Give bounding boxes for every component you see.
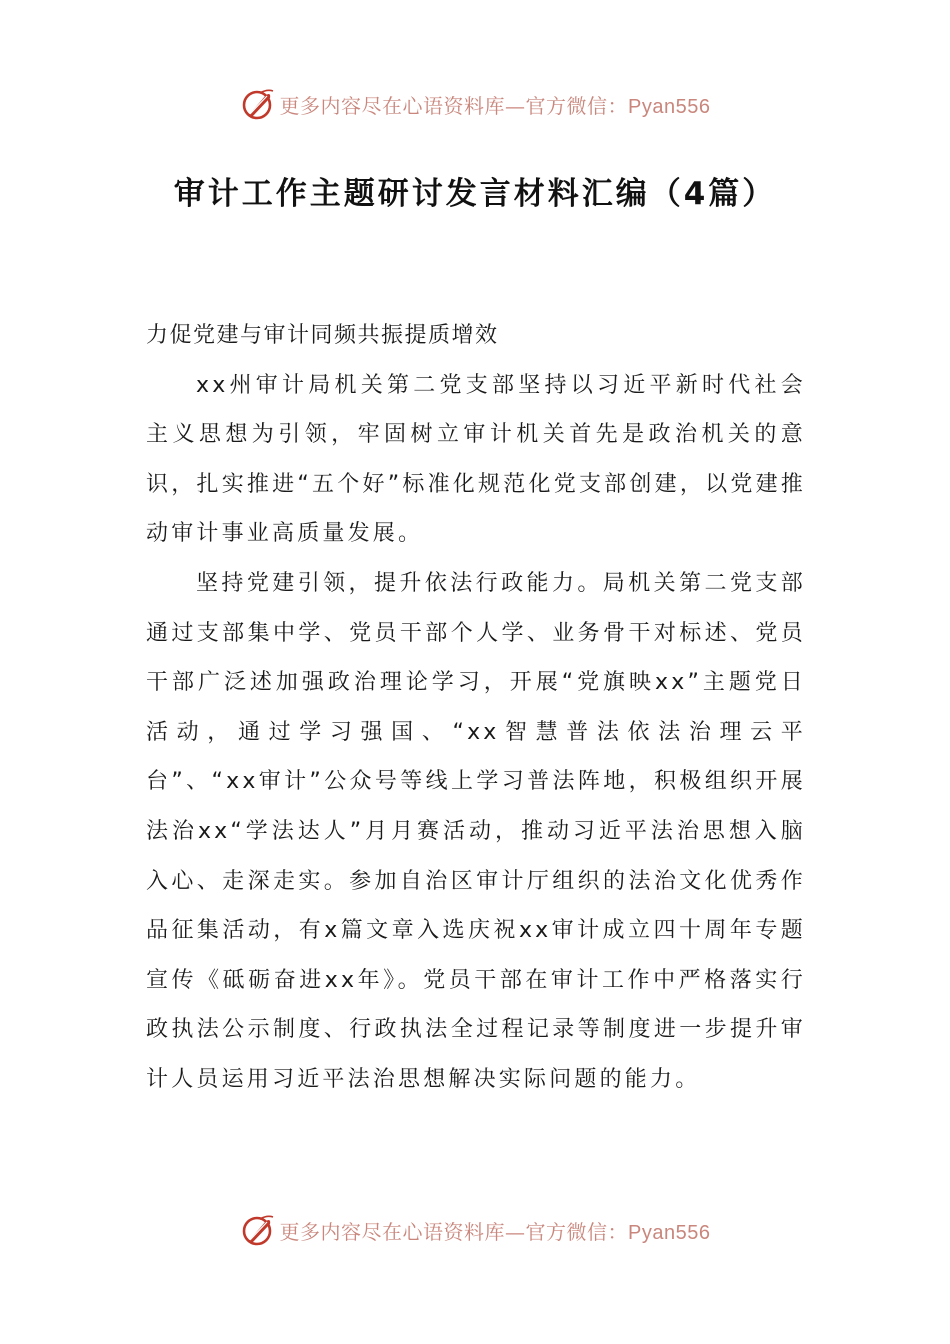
header-watermark <box>0 84 950 124</box>
quill-logo-icon <box>240 86 276 122</box>
quill-logo-icon <box>240 1212 276 1248</box>
watermark-wechat-id: Pyan556 <box>628 95 711 118</box>
document-title: 审计工作主题研讨发言材料汇编（4篇） <box>173 176 777 212</box>
watermark-label: 更多内容尽在心语资料库—官方微信： <box>279 93 629 118</box>
watermark-text <box>280 1216 711 1245</box>
footer-watermark <box>0 1210 950 1250</box>
document-body <box>146 311 806 1105</box>
section-subheading: 力促党建与审计同频共振提质增效 <box>146 323 499 348</box>
paragraph-1: xx州审计局机关第二党支部坚持以习近平新时代社会主义思想为引领，牢固树立审计机关首先是政治机关的意识，扎实推进“五个好”标准化规范化党支部创建，以党建推动审计事业高质量发展。 <box>146 372 806 547</box>
paragraph-2: 坚持党建引领，提升依法行政能力。局机关第二党支部通过支部集中学、党员干部个人学、业务骨干对标述、党员干部广泛述加强政治理论学习，开展“党旗映xx”主题党日活动，通过学习强国、“xx智慧普法依法治理云平台”、“xx审计”公众号等线上学习普法阵地，积极组织开展法治xx“学法达人”月月赛活动，推动习近平法治思想入脑入心、走深走实。参加自治区审计厅组织的法治文化优秀作品征集活动，有x篇文章入选庆祝xx审计成立四十周年专题宣传《砥砺奋进xx年》。党员干部在审计工作中严格落实行政执法公示制度、行政执法全过程记录等制度进一步提升审计人员运用习近平法治思想解决实际问题的能力。 <box>146 570 806 1092</box>
watermark-text <box>280 90 711 119</box>
watermark-label: 更多内容尽在心语资料库—官方微信： <box>279 1219 629 1244</box>
watermark-wechat-id: Pyan556 <box>628 1221 711 1244</box>
